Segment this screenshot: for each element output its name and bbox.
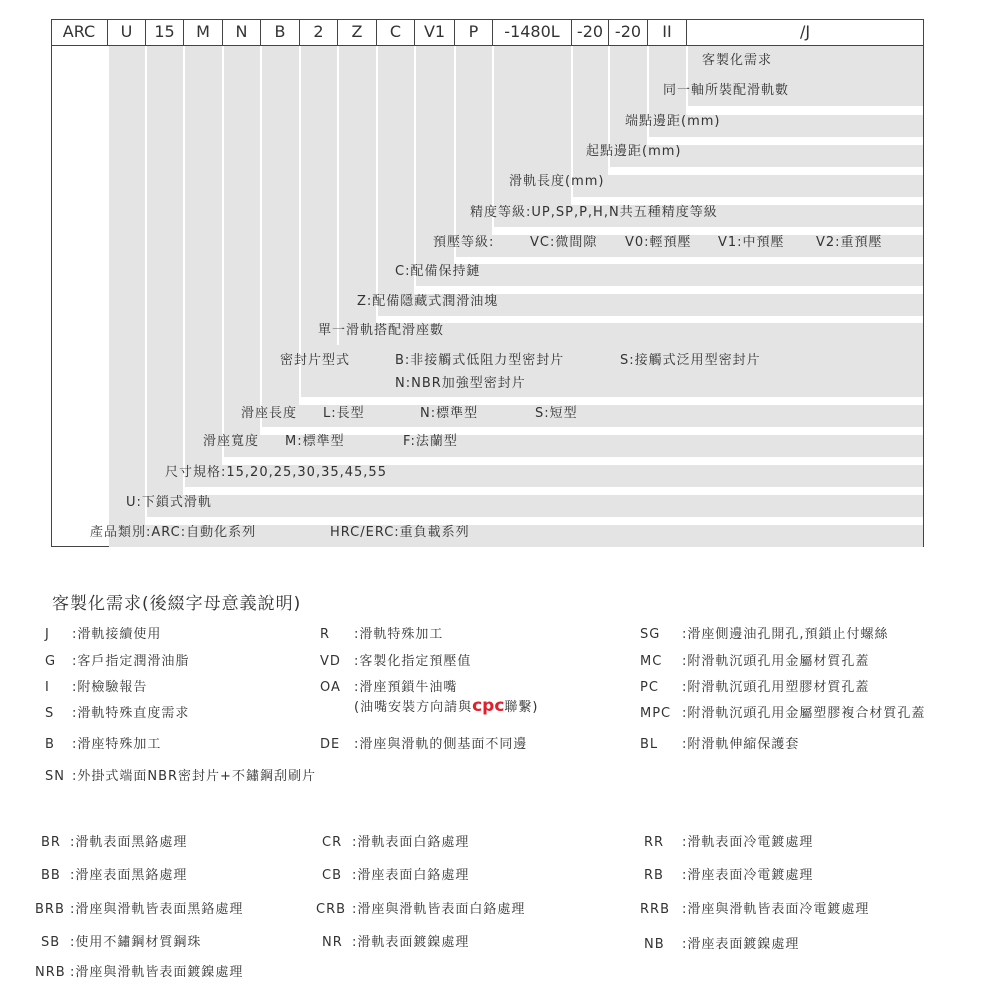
suffix-code: VD — [320, 654, 341, 669]
suffix-code: R — [320, 627, 331, 642]
label-block-length-title: 滑座長度 — [241, 406, 298, 421]
code-cell: U — [108, 19, 146, 45]
suffix-code: S — [45, 706, 55, 721]
suffix-code: RB — [644, 868, 664, 883]
column-strip — [649, 45, 686, 115]
column-strip — [262, 45, 299, 405]
suffix-code: RRB — [640, 902, 670, 917]
label-block-length-s: S:短型 — [535, 406, 578, 421]
suffix-code: CRB — [316, 902, 347, 917]
code-cell: V1 — [415, 19, 455, 45]
column-strip — [224, 45, 260, 435]
label-block-length-l: L:長型 — [323, 406, 365, 421]
code-cell: /J — [687, 19, 924, 45]
code-cell: N — [223, 19, 261, 45]
label-block-width-m: M:標準型 — [285, 434, 345, 449]
suffix-desc: :使用不鏽鋼材質鋼珠 — [70, 935, 202, 950]
suffix-desc: :附滑軌沉頭孔用塑膠材質孔蓋 — [682, 680, 870, 695]
label-block-width-title: 滑座寬度 — [203, 434, 260, 449]
code-cell: P — [455, 19, 493, 45]
suffix-desc: :滑座表面鍍鎳處理 — [682, 937, 800, 952]
code-cell: M — [184, 19, 223, 45]
label-rail-length: 滑軌長度(mm) — [509, 174, 605, 189]
label-block-width-f: F:法蘭型 — [403, 434, 458, 449]
label-preload-v2: V2:重預壓 — [816, 235, 883, 250]
column-strip — [339, 45, 376, 323]
suffix-desc: :附檢驗報告 — [72, 680, 148, 695]
suffix-desc: :滑座與滑軌皆表面冷電鍍處理 — [682, 902, 870, 917]
suffix-code: DE — [320, 737, 341, 752]
suffix-desc: :滑座與滑軌皆表面白鉻處理 — [352, 902, 526, 917]
suffix-desc: :滑座與滑軌皆表面黑鉻處理 — [70, 902, 244, 917]
oa-note-pre: (油嘴安裝方向請與 — [354, 700, 473, 715]
column-strip — [378, 45, 414, 294]
suffix-code: SN — [45, 769, 65, 784]
code-cell: II — [648, 19, 687, 45]
suffix-desc: :滑軌表面冷電鍍處理 — [682, 835, 814, 850]
code-cell: Z — [338, 19, 377, 45]
suffix-code: CB — [322, 868, 342, 883]
suffix-code: BL — [640, 737, 659, 752]
suffix-desc: :滑座表面冷電鍍處理 — [682, 868, 814, 883]
suffix-code: B — [45, 737, 55, 752]
suffix-code: NB — [644, 937, 665, 952]
suffix-desc: :滑座特殊加工 — [72, 737, 162, 752]
label-preload-vc: VC:微間隙 — [530, 235, 598, 250]
label-size: 尺寸規格:15,20,25,30,35,45,55 — [165, 465, 387, 480]
label-preload-title: 預壓等級: — [433, 235, 495, 250]
label-custom: 客製化需求 — [702, 53, 773, 68]
oa-note-post: 聯繫) — [504, 700, 539, 715]
suffix-code: RR — [644, 835, 665, 850]
code-cell: ARC — [51, 19, 108, 45]
label-lube: Z:配備隱藏式潤滑油塊 — [357, 294, 499, 309]
code-cell: -20 — [609, 19, 648, 45]
label-seal-n: N:NBR加強型密封片 — [395, 376, 526, 391]
column-strip — [416, 45, 454, 264]
label-preload-v0: V0:輕預壓 — [625, 235, 692, 250]
label-band — [416, 264, 923, 286]
suffix-code: MPC — [640, 706, 672, 721]
suffix-desc: :客戶指定潤滑油脂 — [72, 654, 190, 669]
cpc-brand: cpc — [472, 696, 505, 716]
suffix-desc: :滑軌接續使用 — [72, 627, 162, 642]
suffix-code: PC — [640, 680, 659, 695]
suffix-code: I — [45, 680, 50, 695]
label-category-title: 產品類別:ARC:自動化系列 — [90, 525, 257, 540]
suffix-code: J — [45, 627, 50, 642]
suffix-desc: :附滑軌沉頭孔用金屬材質孔蓋 — [682, 654, 870, 669]
suffix-desc: :滑座側邊油孔開孔,預鎖止付螺絲 — [682, 627, 889, 642]
suffix-desc: :滑軌特殊直度需求 — [72, 706, 190, 721]
suffix-desc: :客製化指定預壓值 — [354, 654, 472, 669]
suffix-desc: :滑座表面黑鉻處理 — [70, 868, 188, 883]
suffix-desc: :滑座預鎖牛油嘴 — [354, 680, 458, 695]
code-cell: 15 — [146, 19, 184, 45]
code-cell: 2 — [300, 19, 338, 45]
label-seal-s: S:接觸式泛用型密封片 — [620, 353, 761, 368]
column-strip — [147, 45, 183, 495]
suffix-desc: :附滑軌伸縮保護套 — [682, 737, 800, 752]
label-block-length-n: N:標準型 — [420, 406, 479, 421]
suffix-desc: :滑軌表面白鉻處理 — [352, 835, 470, 850]
label-band — [573, 175, 923, 197]
label-end-margin: 端點邊距(mm) — [625, 114, 721, 129]
suffix-code: CR — [322, 835, 343, 850]
label-cage: C:配備保持鏈 — [395, 264, 481, 279]
suffix-code: SB — [41, 935, 61, 950]
suffix-code: MC — [640, 654, 663, 669]
code-cell: C — [377, 19, 415, 45]
label-category-hrc: HRC/ERC:重負載系列 — [330, 525, 470, 540]
suffix-desc: :滑軌特殊加工 — [354, 627, 444, 642]
label-seal-b: B:非接觸式低阻力型密封片 — [395, 353, 565, 368]
suffix-desc: :附滑軌沉頭孔用金屬塑膠複合材質孔蓋 — [682, 706, 926, 721]
part-number-code-row — [51, 19, 924, 46]
suffix-desc: :滑軌表面黑鉻處理 — [70, 835, 188, 850]
suffix-code: BB — [41, 868, 61, 883]
label-u: U:下鎖式滑軌 — [126, 495, 212, 510]
suffix-desc: :滑座表面白鉻處理 — [352, 868, 470, 883]
suffix-code: BR — [41, 835, 61, 850]
suffix-code: SG — [640, 627, 661, 642]
suffix-desc: :滑座與滑軌皆表面鍍鎳處理 — [70, 965, 244, 980]
label-block-count: 單一滑軌搭配滑座數 — [318, 323, 445, 338]
suffix-code: G — [45, 654, 57, 669]
label-seal-title: 密封片型式 — [280, 353, 351, 368]
code-cell: -20 — [572, 19, 609, 45]
oa-note — [354, 697, 538, 717]
suffix-code: BRB — [35, 902, 65, 917]
suffix-desc: :滑座與滑軌的側基面不同邊 — [354, 737, 528, 752]
code-cell: B — [261, 19, 300, 45]
suffix-desc: :外掛式端面NBR密封片+不鏽鋼刮刷片 — [72, 769, 316, 784]
label-preload-v1: V1:中預壓 — [718, 235, 785, 250]
suffix-code: NR — [322, 935, 343, 950]
code-cell: -1480L — [493, 19, 572, 45]
label-accuracy: 精度等級:UP,SP,P,H,N共五種精度等級 — [470, 205, 718, 220]
suffix-section-title: 客製化需求(後綴字母意義說明) — [52, 594, 302, 614]
column-strip — [185, 45, 222, 465]
label-band — [147, 495, 923, 517]
suffix-code: NRB — [35, 965, 66, 980]
suffix-code: OA — [320, 680, 341, 695]
label-rail-count: 同一軸所裝配滑軌數 — [663, 83, 790, 98]
suffix-desc: :滑軌表面鍍鎳處理 — [352, 935, 470, 950]
column-strip — [109, 45, 145, 525]
label-start-margin: 起點邊距(mm) — [586, 144, 682, 159]
